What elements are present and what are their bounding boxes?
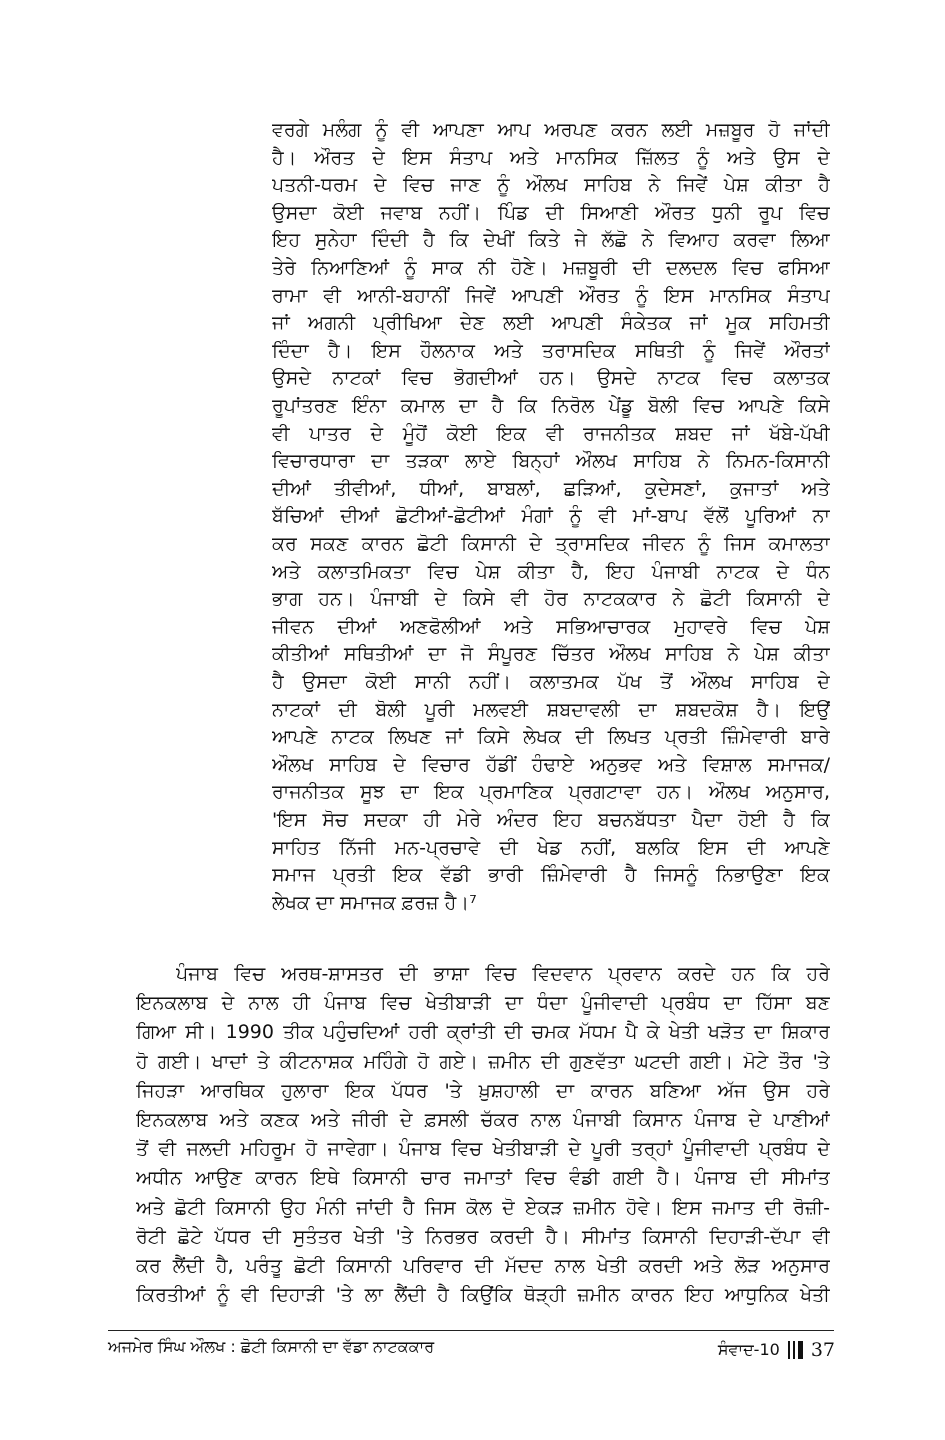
body-line: ਕਿਰਤੀਆਂ ਨੂੰ ਵੀ ਦਿਹਾੜੀ 'ਤੇ ਲਾ ਲੈਂਦੀ ਹੈ ਕਿਉਂਕਿ ਥੋੜ੍ਹੀ ਜ਼ਮੀਨ ਕਾਰਨ ਇਹ ਆਧੁਨਿਕ ਖੇਤੀ [136,1284,830,1307]
running-title: ਅਜਮੇਰ ਸਿੰਘ ਔਲਖ : ਛੋਟੀ ਕਿਸਾਨੀ ਦਾ ਵੱਡਾ ਨਾਟਕਕਾਰ [108,1337,435,1356]
quote-line: ਬੱਚਿਆਂ ਦੀਆਂ ਛੋਟੀਆਂ-ਛੋਟੀਆਂ ਮੰਗਾਂ ਨੂੰ ਵੀ ਮਾਂ-ਬਾਪ ਵੱਲੋਂ ਪੂਰਿਆਂ ਨਾ [272,505,830,528]
quote-line: ਰਾਮਾ ਵੀ ਆਨੀ-ਬਹਾਨੀਂ ਜਿਵੇਂ ਆਪਣੀ ਔਰਤ ਨੂੰ ਇਸ ਮਾਨਸਿਕ ਸੰਤਾਪ [272,284,830,307]
body-line: ਅਤੇ ਛੋਟੀ ਕਿਸਾਨੀ ਉਹ ਮੰਨੀ ਜਾਂਦੀ ਹੈ ਜਿਸ ਕੋਲ ਦੋ ਏਕੜ ਜ਼ਮੀਨ ਹੋਵੇ। ਇਸ ਜਮਾਤ ਦੀ ਰੋਜ਼ੀ- [136,1196,830,1219]
quote-line: ਆਪਣੇ ਨਾਟਕ ਲਿਖਣ ਜਾਂ ਕਿਸੇ ਲੇਖਕ ਦੀ ਲਿਖਤ ਪ੍ਰਤੀ ਜ਼ਿੰਮੇਵਾਰੀ ਬਾਰੇ [272,726,830,749]
quote-line: ਔਲਖ ਸਾਹਿਬ ਦੇ ਵਿਚਾਰ ਹੱਡੀਂ ਹੰਢਾਏ ਅਨੁਭਵ ਅਤੇ ਵਿਸ਼ਾਲ ਸਮਾਜਕ/ [272,753,830,776]
journal-name: ਸੰਵਾਦ-10 [717,1340,780,1359]
quote-line: ਹੈ। ਔਰਤ ਦੇ ਇਸ ਸੰਤਾਪ ਅਤੇ ਮਾਨਸਿਕ ਜ਼ਿੱਲਤ ਨੂੰ ਅਤੇ ਉਸ ਦੇ [272,146,830,169]
quote-line: ਹੈ ਉਸਦਾ ਕੋਈ ਸਾਨੀ ਨਹੀਂ। ਕਲਾਤਮਕ ਪੱਖ ਤੋਂ ਔਲਖ ਸਾਹਿਬ ਦੇ [272,671,830,693]
quote-line: ਭਾਗ ਹਨ। ਪੰਜਾਬੀ ਦੇ ਕਿਸੇ ਵੀ ਹੋਰ ਨਾਟਕਕਾਰ ਨੇ ਛੋਟੀ ਕਿਸਾਨੀ ਦੇ [272,588,830,611]
body-line: ਅਧੀਨ ਆਉਣ ਕਾਰਨ ਇਥੇ ਕਿਸਾਨੀ ਚਾਰ ਜਮਾਤਾਂ ਵਿਚ ਵੰਡੀ ਗਈ ਹੈ। ਪੰਜਾਬ ਦੀ ਸੀਮਾਂਤ [136,1167,830,1190]
quote-line: ਜਾਂ ਅਗਨੀ ਪ੍ਰੀਖਿਆ ਦੇਣ ਲਈ ਆਪਣੀ ਸੰਕੇਤਕ ਜਾਂ ਮੂਕ ਸਹਿਮਤੀ [272,312,830,335]
body-line: ਹੋ ਗਈ। ਖਾਦਾਂ ਤੇ ਕੀਟਨਾਸ਼ਕ ਮਹਿੰਗੇ ਹੋ ਗਏ। ਜ਼ਮੀਨ ਦੀ ਗੁਣਵੱਤਾ ਘਟਦੀ ਗਈ। ਮੋਟੇ ਤੌਰ 'ਤੇ [136,1050,830,1073]
quote-line: ਸਾਹਿਤ ਨਿੱਜੀ ਮਨ-ਪ੍ਰਚਾਵੇ ਦੀ ਖੇਡ ਨਹੀਂ, ਬਲਕਿ ਇਸ ਦੀ ਆਪਣੇ [272,836,830,859]
bars-ornament-icon [788,1341,803,1359]
page-footer-right [718,1339,835,1361]
quote-line: ਉਸਦਾ ਕੋਈ ਜਵਾਬ ਨਹੀਂ। ਪਿੰਡ ਦੀ ਸਿਆਣੀ ਔਰਤ ਧੁਨੀ ਰੂਪ ਵਿਚ [272,201,830,224]
quote-line: ਰੂਪਾਂਤਰਣ ਇੰਨਾ ਕਮਾਲ ਦਾ ਹੈ ਕਿ ਨਿਰੋਲ ਪੇਂਡੂ ਬੋਲੀ ਵਿਚ ਆਪਣੇ ਕਿਸੇ [272,395,830,417]
quote-line: ਲੇਖਕ ਦਾ ਸਮਾਜਕ ਫ਼ਰਜ਼ ਹੈ।⁷ [272,891,477,914]
footer-rule [108,1330,834,1331]
body-line: ਇਨਕਲਾਬ ਅਤੇ ਕਣਕ ਅਤੇ ਜੀਰੀ ਦੇ ਫ਼ਸਲੀ ਚੱਕਰ ਨਾਲ ਪੰਜਾਬੀ ਕਿਸਾਨ ਪੰਜਾਬ ਦੇ ਪਾਣੀਆਂ [136,1109,830,1131]
page-number: 37 [810,1339,835,1361]
body-line: ਪੰਜਾਬ ਵਿਚ ਅਰਥ-ਸ਼ਾਸਤਰ ਦੀ ਭਾਸ਼ਾ ਵਿਚ ਵਿਦਵਾਨ ਪ੍ਰਵਾਨ ਕਰਦੇ ਹਨ ਕਿ ਹਰੇ [176,963,830,985]
body-line: ਕਰ ਲੈਂਦੀ ਹੈ, ਪਰੰਤੂ ਛੋਟੀ ਕਿਸਾਨੀ ਪਰਿਵਾਰ ਦੀ ਮੱਦਦ ਨਾਲ ਖੇਤੀ ਕਰਦੀ ਅਤੇ ਲੋੜ ਅਨੁਸਾਰ [136,1255,830,1277]
body-line: ਤੋਂ ਵੀ ਜਲਦੀ ਮਹਿਰੂਮ ਹੋ ਜਾਵੇਗਾ। ਪੰਜਾਬ ਵਿਚ ਖੇਤੀਬਾੜੀ ਦੇ ਪੂਰੀ ਤਰ੍ਹਾਂ ਪੂੰਜੀਵਾਦੀ ਪ੍ਰਬੰਧ ਦੇ [136,1138,830,1161]
quote-line: ਇਹ ਸੁਨੇਹਾ ਦਿੰਦੀ ਹੈ ਕਿ ਦੇਖੀਂ ਕਿਤੇ ਜੇ ਲੱਛੋ ਨੇ ਵਿਆਹ ਕਰਵਾ ਲਿਆ [272,229,830,252]
body-line: ਇਨਕਲਾਬ ਦੇ ਨਾਲ ਹੀ ਪੰਜਾਬ ਵਿਚ ਖੇਤੀਬਾੜੀ ਦਾ ਧੰਦਾ ਪੂੰਜੀਵਾਦੀ ਪ੍ਰਬੰਧ ਦਾ ਹਿੱਸਾ ਬਣ [136,992,830,1015]
quote-line: ਦਿੰਦਾ ਹੈ। ਇਸ ਹੌਲਨਾਕ ਅਤੇ ਤਰਾਸਦਿਕ ਸਥਿਤੀ ਨੂੰ ਜਿਵੇਂ ਔਰਤਾਂ [272,339,830,362]
quote-line: ਵਿਚਾਰਧਾਰਾ ਦਾ ਤੜਕਾ ਲਾਏ ਬਿਨ੍ਹਾਂ ਔਲਖ ਸਾਹਿਬ ਨੇ ਨਿਮਨ-ਕਿਸਾਨੀ [272,450,830,473]
body-line: ਜਿਹੜਾ ਆਰਥਿਕ ਹੁਲਾਰਾ ਇਕ ਪੱਧਰ 'ਤੇ ਖ਼ੁਸ਼ਹਾਲੀ ਦਾ ਕਾਰਨ ਬਣਿਆ ਅੱਜ ਉਸ ਹਰੇ [136,1079,830,1102]
quote-line: ਕੀਤੀਆਂ ਸਥਿਤੀਆਂ ਦਾ ਜੋ ਸੰਪੂਰਣ ਚਿੱਤਰ ਔਲਖ ਸਾਹਿਬ ਨੇ ਪੇਸ਼ ਕੀਤਾ [272,643,830,666]
quote-line: ਉਸਦੇ ਨਾਟਕਾਂ ਵਿਚ ਭੋਗਦੀਆਂ ਹਨ। ਉਸਦੇ ਨਾਟਕ ਵਿਚ ਕਲਾਤਕ [272,367,830,390]
quote-line: ਸਮਾਜ ਪ੍ਰਤੀ ਇਕ ਵੱਡੀ ਭਾਰੀ ਜ਼ਿੰਮੇਵਾਰੀ ਹੈ ਜਿਸਨੂੰ ਨਿਭਾਉਣਾ ਇਕ [272,864,830,887]
body-line: ਰੋਟੀ ਛੋਟੇ ਪੱਧਰ ਦੀ ਸੁਤੰਤਰ ਖੇਤੀ 'ਤੇ ਨਿਰਭਰ ਕਰਦੀ ਹੈ। ਸੀਮਾਂਤ ਕਿਸਾਨੀ ਦਿਹਾੜੀ-ਦੱਪਾ ਵੀ [136,1225,830,1248]
quote-line: ਪਤਨੀ-ਧਰਮ ਦੇ ਵਿਚ ਜਾਣ ਨੂੰ ਔਲਖ ਸਾਹਿਬ ਨੇ ਜਿਵੇਂ ਪੇਸ਼ ਕੀਤਾ ਹੈ [272,174,830,197]
quote-line: ਅਤੇ ਕਲਾਤਮਿਕਤਾ ਵਿਚ ਪੇਸ਼ ਕੀਤਾ ਹੈ, ਇਹ ਪੰਜਾਬੀ ਨਾਟਕ ਦੇ ਧੰਨ [272,560,830,583]
quote-line: ਜੀਵਨ ਦੀਆਂ ਅਣਫੋਲੀਆਂ ਅਤੇ ਸਭਿਆਚਾਰਕ ਮੁਹਾਵਰੇ ਵਿਚ ਪੇਸ਼ [272,615,830,638]
quote-line: 'ਇਸ ਸੋਚ ਸਦਕਾ ਹੀ ਮੇਰੇ ਅੰਦਰ ਇਹ ਬਚਨਬੱਧਤਾ ਪੈਦਾ ਹੋਈ ਹੈ ਕਿ [272,809,830,831]
quote-line: ਵੀ ਪਾਤਰ ਦੇ ਮੂੰਹੋਂ ਕੋਈ ਇਕ ਵੀ ਰਾਜਨੀਤਕ ਸ਼ਬਦ ਜਾਂ ਖੱਬੇ-ਪੱਖੀ [272,422,830,445]
quote-line: ਨਾਟਕਾਂ ਦੀ ਬੋਲੀ ਪੂਰੀ ਮਲਵਈ ਸ਼ਬਦਾਵਲੀ ਦਾ ਸ਼ਬਦਕੋਸ਼ ਹੈ। ਇਉਂ [272,698,830,721]
body-line: ਗਿਆ ਸੀ। 1990 ਤੀਕ ਪਹੁੰਚਦਿਆਂ ਹਰੀ ਕ੍ਰਾਂਤੀ ਦੀ ਚਮਕ ਮੱਧਮ ਪੈ ਕੇ ਖੇਤੀ ਖੜੋਤ ਦਾ ਸ਼ਿਕਾਰ [136,1021,830,1044]
quote-line: ਦੀਆਂ ਤੀਵੀਆਂ, ਧੀਆਂ, ਬਾਬਲਾਂ, ਛੜਿਆਂ, ਕੁਦੇਸਣਾਂ, ਕੁਜਾਤਾਂ ਅਤੇ [272,477,830,500]
quote-line: ਤੇਰੇ ਨਿਆਣਿਆਂ ਨੂੰ ਸਾਕ ਨੀ ਹੋਣੇ। ਮਜ਼ਬੂਰੀ ਦੀ ਦਲਦਲ ਵਿਚ ਫਸਿਆ [272,257,830,279]
quote-line: ਕਰ ਸਕਣ ਕਾਰਨ ਛੋਟੀ ਕਿਸਾਨੀ ਦੇ ਤ੍ਰਾਸਦਿਕ ਜੀਵਨ ਨੂੰ ਜਿਸ ਕਮਾਲਤਾ [272,533,830,555]
quote-line: ਰਾਜਨੀਤਕ ਸੂਝ ਦਾ ਇਕ ਪ੍ਰਮਾਣਿਕ ਪ੍ਰਗਟਾਵਾ ਹਨ। ਔਲਖ ਅਨੁਸਾਰ, [272,781,830,804]
quote-line: ਵਰਗੇ ਮਲੰਗ ਨੂੰ ਵੀ ਆਪਣਾ ਆਪ ਅਰਪਣ ਕਰਨ ਲਈ ਮਜ਼ਬੂਰ ਹੋ ਜਾਂਦੀ [272,119,830,141]
